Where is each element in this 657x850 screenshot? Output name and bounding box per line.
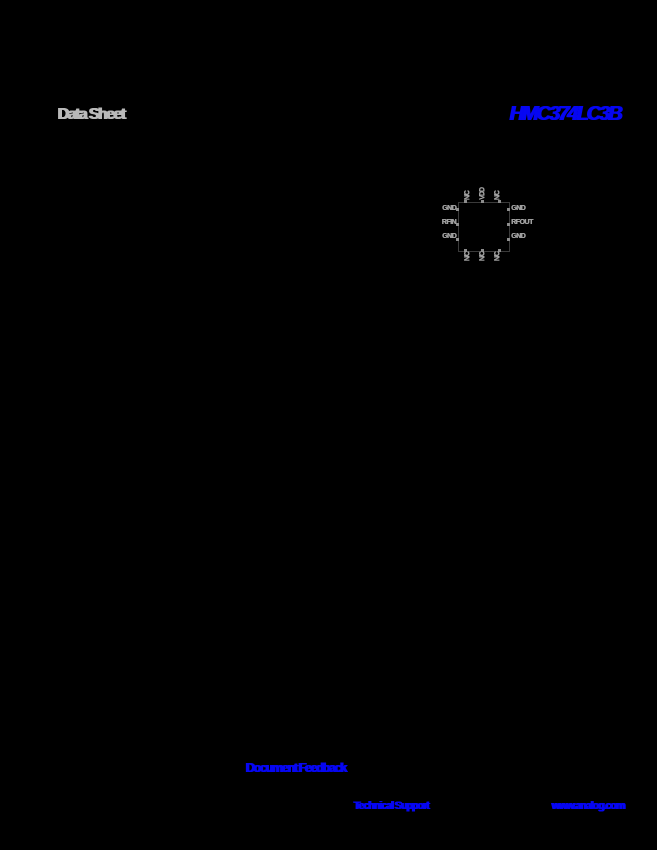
pin-marker (456, 208, 459, 211)
pin-label-bottom-1: N/C (464, 252, 471, 262)
pin-configuration-diagram (438, 184, 533, 268)
chip-body-outline (458, 202, 510, 252)
pin-label-bottom-2: N/C (479, 252, 486, 262)
pin-label-top-2: VDD (479, 188, 486, 200)
pin-marker (481, 200, 484, 203)
pin-marker (464, 200, 467, 203)
pin-label-right-3: GND (511, 233, 526, 240)
pin-label-right-2: RFOUT (511, 219, 533, 226)
pin-marker (456, 238, 459, 241)
pin-marker (456, 223, 459, 226)
pin-label-top-3: N/C (494, 190, 501, 200)
pin-label-top-1: N/C (464, 190, 471, 200)
pin-marker (507, 238, 510, 241)
part-number-title: HMC374LC3B (508, 103, 620, 125)
pin-label-left-1: GND (441, 205, 456, 212)
pin-marker (507, 223, 510, 226)
pin-marker (498, 200, 501, 203)
pin-label-bottom-3: N/C (494, 252, 501, 262)
pin-label-left-2: RFIN (441, 219, 456, 226)
pin-label-left-3: GND (441, 233, 456, 240)
technical-support-link[interactable]: Technical Support (353, 800, 428, 812)
doc-type-label: Data Sheet (57, 106, 124, 123)
pin-label-right-1: GND (511, 205, 526, 212)
pin-marker (507, 208, 510, 211)
document-feedback-link[interactable]: Document Feedback (245, 760, 345, 775)
analog-website-link[interactable]: www.analog.com (551, 800, 624, 812)
